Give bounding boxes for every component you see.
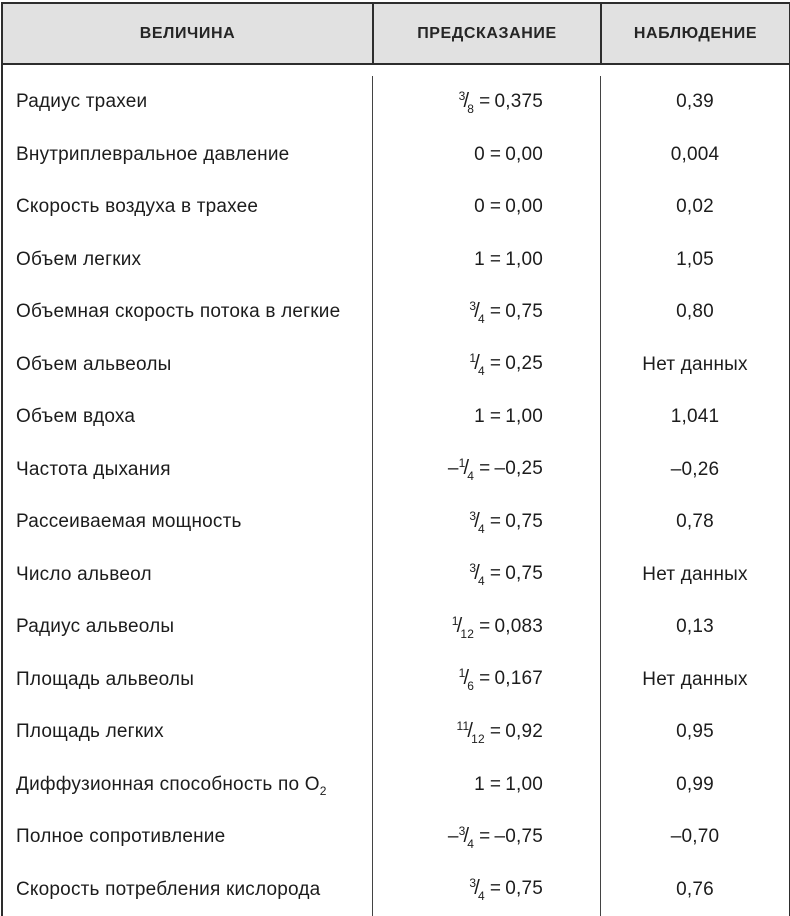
prediction-value: 1 = 1,00 bbox=[474, 773, 543, 795]
quantity-label: Объем легких bbox=[16, 248, 142, 270]
scaling-exponents-table bbox=[1, 2, 790, 916]
header-prediction: ПРЕДСКАЗАНИЕ bbox=[372, 4, 600, 63]
table-row bbox=[3, 496, 789, 549]
prediction-cell bbox=[372, 706, 600, 759]
prediction-cell bbox=[372, 76, 600, 129]
table-row bbox=[3, 391, 789, 444]
observation-cell bbox=[600, 76, 789, 129]
quantity-label: Радиус трахеи bbox=[16, 91, 148, 113]
observation-cell bbox=[600, 391, 789, 444]
observation-value: 0,004 bbox=[670, 143, 720, 165]
quantity-label: Рассеиваемая мощность bbox=[16, 511, 242, 533]
table-row bbox=[3, 654, 789, 707]
observation-cell bbox=[600, 811, 789, 864]
table-row bbox=[3, 129, 789, 182]
quantity-cell bbox=[3, 811, 372, 864]
quantity-label: Внутриплевральное давление bbox=[16, 143, 290, 165]
quantity-label: Объем вдоха bbox=[16, 406, 136, 428]
observation-cell bbox=[600, 496, 789, 549]
observation-cell bbox=[600, 234, 789, 287]
table-row bbox=[3, 76, 789, 129]
quantity-label: Скорость воздуха в трахее bbox=[16, 196, 259, 218]
quantity-cell bbox=[3, 864, 372, 916]
table-row bbox=[3, 286, 789, 339]
prediction-value: $^{11}/_{12} = 0,92$ bbox=[456, 718, 543, 746]
prediction-value: 0 = 0,00 bbox=[474, 196, 543, 218]
observation-value: 0,95 bbox=[676, 721, 714, 743]
prediction-cell bbox=[372, 181, 600, 234]
observation-value: 0,80 bbox=[676, 301, 714, 323]
quantity-cell bbox=[3, 181, 372, 234]
prediction-value: $^3/_4 = 0,75$ bbox=[469, 508, 543, 536]
observation-value: Нет данных bbox=[642, 353, 748, 375]
quantity-label: Объемная скорость потока в легкие bbox=[16, 301, 341, 323]
prediction-cell bbox=[372, 391, 600, 444]
table-row bbox=[3, 601, 789, 654]
quantity-cell bbox=[3, 601, 372, 654]
prediction-value: 1 = 1,00 bbox=[474, 406, 543, 428]
table-row bbox=[3, 234, 789, 287]
quantity-cell bbox=[3, 391, 372, 444]
observation-cell bbox=[600, 549, 789, 602]
quantity-cell bbox=[3, 234, 372, 287]
prediction-cell bbox=[372, 601, 600, 654]
observation-value: 0,13 bbox=[676, 616, 714, 638]
prediction-value: $^3/_8 = 0,375$ bbox=[458, 88, 543, 116]
table-row bbox=[3, 811, 789, 864]
observation-value: 0,02 bbox=[676, 196, 714, 218]
quantity-cell bbox=[3, 444, 372, 497]
quantity-label: Площадь легких bbox=[16, 721, 164, 743]
quantity-cell bbox=[3, 759, 372, 812]
prediction-cell bbox=[372, 811, 600, 864]
observation-value: 0,76 bbox=[676, 878, 714, 900]
quantity-label: Радиус альвеолы bbox=[16, 616, 175, 638]
quantity-cell bbox=[3, 339, 372, 392]
quantity-label: Объем альвеолы bbox=[16, 353, 172, 375]
quantity-cell bbox=[3, 549, 372, 602]
prediction-value: $^3/_4 = 0,75$ bbox=[469, 561, 543, 589]
observation-cell bbox=[600, 129, 789, 182]
prediction-cell bbox=[372, 496, 600, 549]
observation-value: 0,78 bbox=[676, 511, 714, 533]
prediction-cell bbox=[372, 339, 600, 392]
quantity-label: Число альвеол bbox=[16, 563, 152, 585]
prediction-cell bbox=[372, 129, 600, 182]
quantity-cell bbox=[3, 286, 372, 339]
observation-cell bbox=[600, 286, 789, 339]
quantity-label: Диффузионная способность по $O_2$ bbox=[16, 773, 327, 798]
observation-cell bbox=[600, 759, 789, 812]
quantity-cell bbox=[3, 706, 372, 759]
observation-cell bbox=[600, 339, 789, 392]
observation-value: –0,70 bbox=[670, 826, 720, 848]
observation-cell bbox=[600, 444, 789, 497]
quantity-cell bbox=[3, 496, 372, 549]
prediction-cell bbox=[372, 549, 600, 602]
table-body bbox=[3, 65, 789, 916]
observation-value: Нет данных bbox=[642, 563, 748, 585]
table-row bbox=[3, 759, 789, 812]
observation-value: 1,041 bbox=[670, 406, 720, 428]
table-row bbox=[3, 181, 789, 234]
observation-cell bbox=[600, 706, 789, 759]
quantity-label: Площадь альвеолы bbox=[16, 668, 195, 690]
header-quantity: ВЕЛИЧИНА bbox=[139, 24, 236, 42]
table-row bbox=[3, 549, 789, 602]
prediction-value: 1 = 1,00 bbox=[474, 248, 543, 270]
prediction-value: $^3/_4 = 0,75$ bbox=[469, 298, 543, 326]
quantity-cell bbox=[3, 129, 372, 182]
prediction-value: $^3/_4 = 0,75$ bbox=[469, 876, 543, 904]
prediction-cell bbox=[372, 234, 600, 287]
observation-cell bbox=[600, 864, 789, 916]
header-observation: НАБЛЮДЕНИЕ bbox=[600, 4, 789, 63]
table-row bbox=[3, 444, 789, 497]
prediction-cell bbox=[372, 654, 600, 707]
prediction-cell bbox=[372, 864, 600, 916]
quantity-label: Частота дыхания bbox=[16, 458, 171, 480]
quantity-label: Полное сопротивление bbox=[16, 826, 226, 848]
prediction-value: $^1/_6 = 0,167$ bbox=[458, 666, 543, 694]
prediction-value: 0 = 0,00 bbox=[474, 143, 543, 165]
observation-cell bbox=[600, 654, 789, 707]
prediction-value: $^1/_4 = 0,25$ bbox=[469, 351, 543, 379]
quantity-label: Скорость потребления кислорода bbox=[16, 878, 321, 900]
prediction-value: $-^3/_4 = -0,75$ bbox=[447, 823, 543, 851]
table-row bbox=[3, 864, 789, 916]
observation-value: 1,05 bbox=[676, 248, 714, 270]
table-header-row bbox=[3, 4, 789, 65]
observation-cell bbox=[600, 181, 789, 234]
observation-value: –0,26 bbox=[670, 458, 720, 480]
observation-cell bbox=[600, 601, 789, 654]
quantity-cell bbox=[3, 654, 372, 707]
quantity-cell bbox=[3, 76, 372, 129]
observation-value: 0,39 bbox=[676, 91, 714, 113]
prediction-cell bbox=[372, 286, 600, 339]
observation-value: 0,99 bbox=[676, 773, 714, 795]
observation-value: Нет данных bbox=[642, 668, 748, 690]
table-row bbox=[3, 706, 789, 759]
prediction-value: $-^1/_4 = -0,25$ bbox=[447, 456, 543, 484]
prediction-cell bbox=[372, 444, 600, 497]
table-row bbox=[3, 339, 789, 392]
prediction-value: $^1/_{12} = 0,083$ bbox=[451, 613, 543, 641]
prediction-cell bbox=[372, 759, 600, 812]
